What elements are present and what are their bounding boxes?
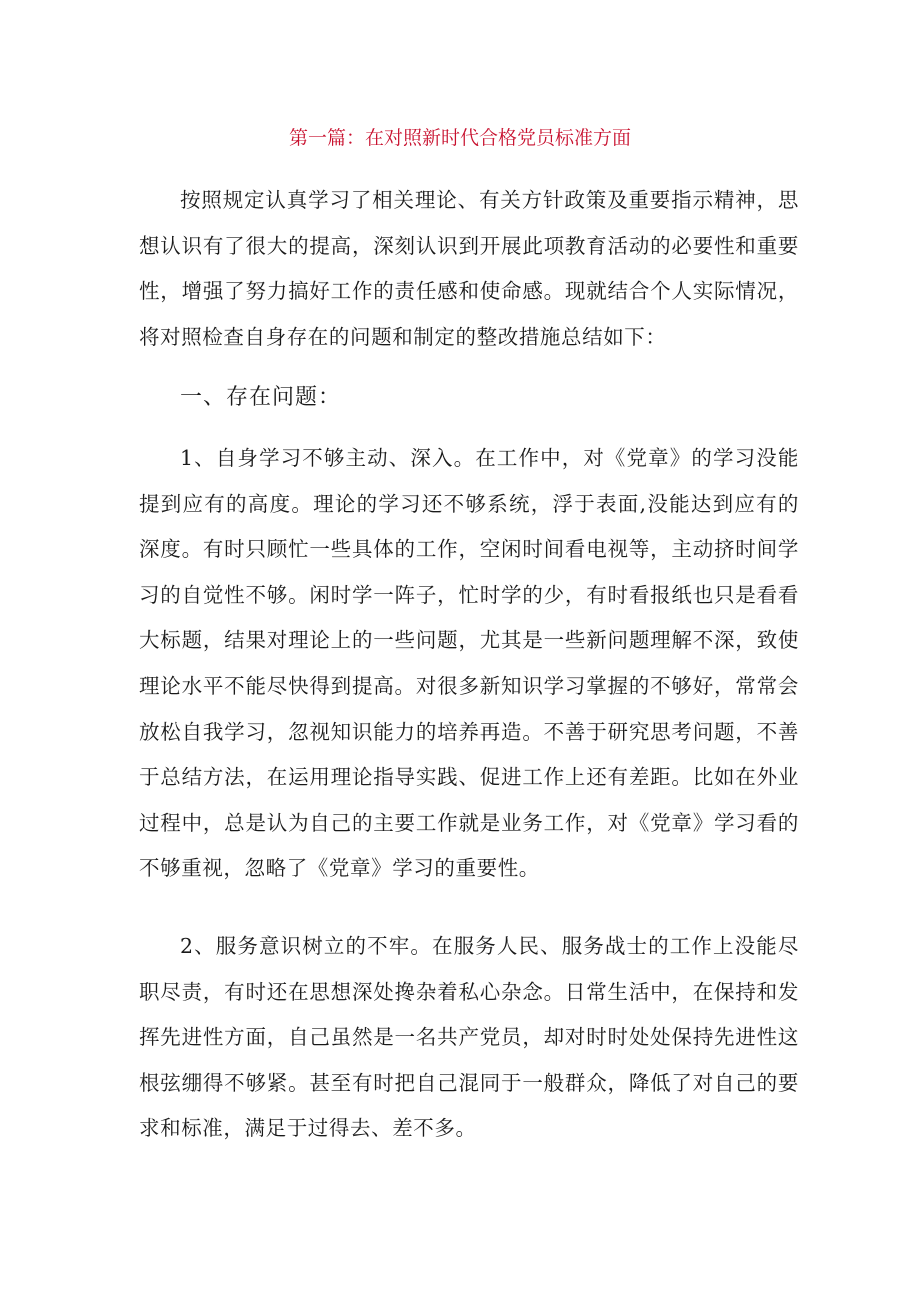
document-title: 第一篇：在对照新时代合格党员标准方面 (288, 127, 631, 149)
issue-paragraph-2: 2、服务意识树立的不牢。在服务人民、服务战士的工作上没能尽职尽责，有时还在思想深处搀杂着私心杂念。日常生活中，在保持和发挥先进性方面，自己虽然是一名共产党员，却对时时处处保持先进性这根弦绷得不够紧。甚至有时把自己混同于一般群众，降低了对自己的要求和标准，满足于过得去、差不多。 (139, 934, 799, 1141)
issue-paragraph-1: 1、自身学习不够主动、深入。在工作中，对《党章》的学习没能提到应有的高度。理论的学习还不够系统，浮于表面,没能达到应有的深度。有时只顾忙一些具体的工作，空闲时间看电视等，主动挤时间学习的自觉性不够。闲时学一阵子，忙时学的少，有时看报纸也只是看看大标题，结果对理论上的一些问题，尤其是一些新问题理解不深，致使理论水平不能尽快得到提高。对很多新知识学习掌握的不够好，常常会放松自我学习，忽视知识能力的培养再造。不善于研究思考问题，不善于总结方法，在运用理论指导实践、促进工作上还有差距。比如在外业过程中，总是认为自己的主要工作就是业务工作，对《党章》学习看的不够重视，忽略了《党章》学习的重要性。 (139, 446, 799, 881)
section-heading: 一、存在问题： (180, 385, 342, 410)
intro-paragraph: 按照规定认真学习了相关理论、有关方针政策及重要指示精神，思想认识有了很大的提高，深刻认识到开展此项教育活动的必要性和重要性，增强了努力搞好工作的责任感和使命感。现就结合个人实际情况，将对照检查自身存在的问题和制定的整改措施总结如下： (139, 188, 799, 349)
